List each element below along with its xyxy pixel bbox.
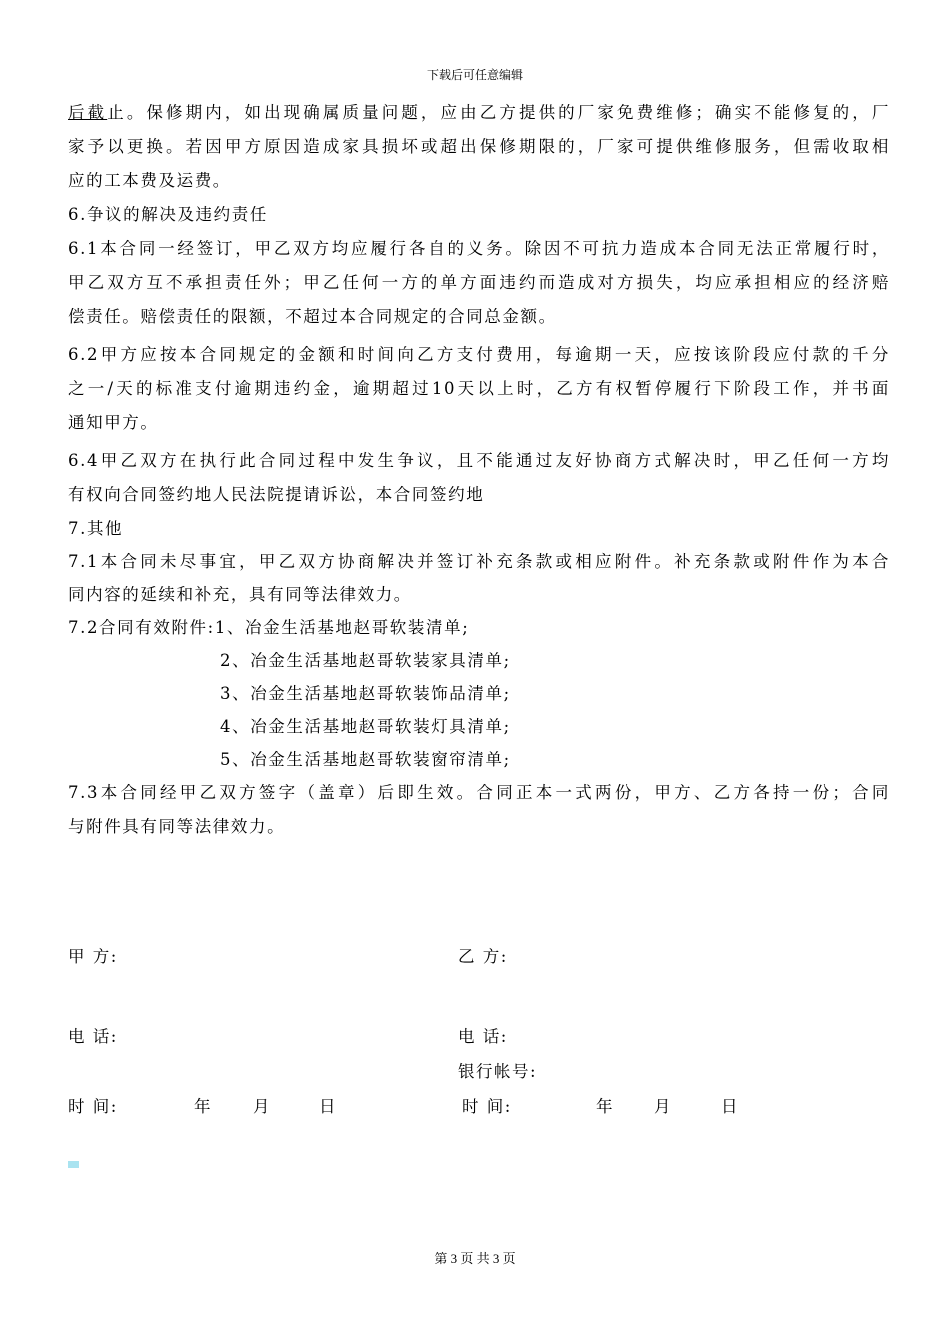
attachment-item: 4、冶金生活基地赵哥软装灯具清单; — [220, 717, 511, 736]
page-header: 下载后可任意编辑 — [426, 68, 523, 82]
text-cursor-marker — [68, 1161, 79, 1168]
bank-account-label: 银行帐号: — [458, 1062, 538, 1081]
time-a-day: 日 — [319, 1097, 337, 1116]
attachment-item: 3、冶金生活基地赵哥软装饰品清单; — [220, 684, 511, 703]
clause-6-1-line-3: 偿责任。赔偿责任的限额，不超过本合同规定的合同总金额。 — [68, 307, 557, 326]
clause-7-3-line-2: 与附件具有同等法律效力。 — [68, 817, 286, 836]
phone-a-label: 电 话: — [68, 1027, 118, 1046]
time-b-year: 年 — [596, 1097, 614, 1116]
attachment-item: 1、冶金生活基地赵哥软装清单; — [214, 618, 470, 637]
clause-6-2-line-3: 通知甲方。 — [68, 413, 159, 432]
phone-b-label: 电 话: — [458, 1027, 508, 1046]
clause-6-2-line-1: 6.2甲方应按本合同规定的金额和时间向乙方支付费用，每逾期一天，应按该阶段应付款的千分 — [68, 345, 890, 364]
warranty-line-3: 应的工本费及运费。 — [68, 171, 231, 190]
section-6-title: 6.争议的解决及违约责任 — [68, 205, 268, 224]
clause-7-2-line-1: 7.2合同有效附件:1、冶金生活基地赵哥软装清单; — [68, 618, 470, 637]
warranty-line-2: 家予以更换。若因甲方原因造成家具损坏或超出保修期限的，厂家可提供维修服务，但需收取相 — [68, 137, 890, 156]
page-footer: 第 3 页 共 3 页 — [434, 1251, 516, 1266]
party-a-label: 甲 方: — [68, 947, 118, 966]
clause-6-2-line-2: 之一/天的标准支付逾期违约金，逾期超过10天以上时，乙方有权暂停履行下阶段工作，并书面 — [68, 379, 890, 398]
underlined-text: 后截 — [68, 103, 108, 122]
clause-7-3-line-1: 7.3本合同经甲乙双方签字（盖章）后即生效。合同正本一式两份，甲方、乙方各持一份；合同 — [68, 783, 890, 802]
attachment-item: 2、冶金生活基地赵哥软装家具清单; — [220, 651, 511, 670]
time-a-month: 月 — [253, 1097, 271, 1116]
clause-6-1-line-1: 6.1本合同一经签订，甲乙双方均应履行各自的义务。除因不可抗力造成本合同无法正常履行时， — [68, 239, 890, 258]
contract-body — [68, 96, 890, 844]
time-b-month: 月 — [654, 1097, 672, 1116]
clause-6-4-line-1: 6.4甲乙双方在执行此合同过程中发生争议，且不能通过友好协商方式解决时，甲乙任何一方均 — [68, 451, 890, 470]
clause-6-4-line-2: 有权向合同签约地人民法院提请诉讼，本合同签约地 — [68, 485, 485, 504]
party-b-label: 乙 方: — [458, 947, 508, 966]
time-a-year: 年 — [194, 1097, 212, 1116]
attachment-item: 5、冶金生活基地赵哥软装窗帘清单; — [220, 750, 511, 769]
clause-7-1-line-2: 同内容的延续和补充，具有同等法律效力。 — [68, 585, 412, 604]
time-a-label: 时 间: — [68, 1097, 118, 1116]
time-b-day: 日 — [721, 1097, 739, 1116]
time-b-label: 时 间: — [462, 1097, 512, 1116]
warranty-line-1: 后截止。保修期内，如出现确属质量问题，应由乙方提供的厂家免费维修；确实不能修复的，厂 — [68, 103, 891, 122]
clause-7-1-line-1: 7.1本合同未尽事宜，甲乙双方协商解决并签订补充条款或相应附件。补充条款或附件作为本合 — [68, 552, 890, 571]
clause-6-1-line-2: 甲乙双方互不承担责任外；甲乙任何一方的单方面违约而造成对方损失，均应承担相应的经济赔 — [68, 273, 890, 292]
section-7-title: 7.其他 — [68, 519, 124, 538]
